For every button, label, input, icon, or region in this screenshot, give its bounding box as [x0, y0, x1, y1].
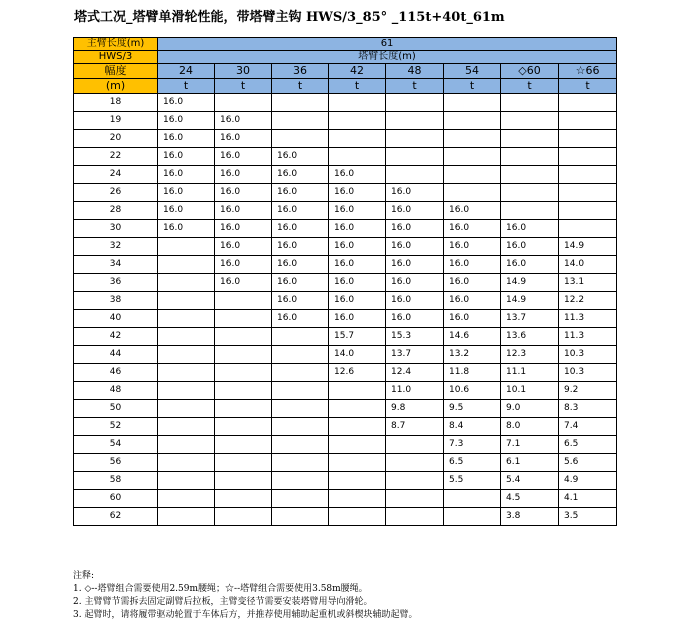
load-cell	[272, 490, 329, 508]
load-cell	[559, 220, 617, 238]
load-cell	[272, 418, 329, 436]
load-cell: 5.5	[444, 472, 501, 490]
load-cell: 12.6	[329, 364, 386, 382]
table-row	[74, 130, 617, 148]
radius-cell: 32	[74, 238, 158, 256]
radius-cell: 50	[74, 400, 158, 418]
load-cell	[158, 454, 215, 472]
load-cell: 16.0	[272, 310, 329, 328]
load-cell: 16.0	[158, 202, 215, 220]
load-cell	[158, 328, 215, 346]
load-cell: 9.2	[559, 382, 617, 400]
load-cell: 16.0	[444, 274, 501, 292]
load-cell: 16.0	[158, 112, 215, 130]
load-cell: 16.0	[272, 256, 329, 274]
load-cell	[158, 364, 215, 382]
load-cell: 3.5	[559, 508, 617, 526]
load-cell: 10.6	[444, 382, 501, 400]
load-cell: 16.0	[329, 184, 386, 202]
load-cell	[329, 454, 386, 472]
load-cell	[329, 490, 386, 508]
load-cell: 9.0	[501, 400, 559, 418]
load-cell	[158, 274, 215, 292]
load-cell	[272, 346, 329, 364]
radius-cell: 22	[74, 148, 158, 166]
table-row	[74, 346, 617, 364]
jib-length-header: 54	[444, 64, 501, 79]
load-cell: 16.0	[329, 238, 386, 256]
load-cell	[444, 130, 501, 148]
radius-cell: 42	[74, 328, 158, 346]
radius-cell: 26	[74, 184, 158, 202]
load-chart-table	[73, 37, 617, 526]
radius-cell: 28	[74, 202, 158, 220]
load-cell: 8.4	[444, 418, 501, 436]
load-cell: 10.3	[559, 364, 617, 382]
load-cell	[444, 112, 501, 130]
load-cell	[215, 328, 272, 346]
load-cell: 4.5	[501, 490, 559, 508]
load-cell	[158, 310, 215, 328]
load-cell: 8.0	[501, 418, 559, 436]
radius-cell: 40	[74, 310, 158, 328]
load-cell	[386, 166, 444, 184]
load-cell: 7.3	[444, 436, 501, 454]
load-cell	[559, 112, 617, 130]
load-cell: 15.3	[386, 328, 444, 346]
load-cell	[158, 508, 215, 526]
load-cell: 16.0	[215, 130, 272, 148]
radius-cell: 19	[74, 112, 158, 130]
load-cell: 13.7	[386, 346, 444, 364]
radius-label: 幅度	[74, 64, 158, 79]
load-cell	[444, 148, 501, 166]
load-cell	[272, 112, 329, 130]
load-cell: 16.0	[158, 166, 215, 184]
load-cell: 16.0	[215, 202, 272, 220]
load-cell: 14.0	[559, 256, 617, 274]
load-cell: 8.3	[559, 400, 617, 418]
jib-length-header: ◇60	[501, 64, 559, 79]
load-cell: 16.0	[444, 220, 501, 238]
load-cell: 16.0	[215, 112, 272, 130]
load-cell: 10.1	[501, 382, 559, 400]
load-cell: 16.0	[329, 220, 386, 238]
load-cell: 11.3	[559, 328, 617, 346]
load-cell: 16.0	[386, 202, 444, 220]
notes	[73, 570, 417, 622]
jib-length-header: 36	[272, 64, 329, 79]
load-cell: 12.2	[559, 292, 617, 310]
load-cell: 13.2	[444, 346, 501, 364]
jib-length-label: 塔臂长度(m)	[158, 51, 617, 64]
load-cell: 16.0	[215, 256, 272, 274]
load-cell: 4.9	[559, 472, 617, 490]
load-cell: 16.0	[272, 148, 329, 166]
load-cell: 16.0	[215, 274, 272, 292]
jib-length-header: ☆66	[559, 64, 617, 79]
header-row-config	[74, 51, 617, 64]
load-cell	[501, 202, 559, 220]
table-row	[74, 364, 617, 382]
load-cell: 11.8	[444, 364, 501, 382]
table-row	[74, 436, 617, 454]
load-cell	[215, 454, 272, 472]
load-cell: 14.9	[501, 292, 559, 310]
jib-length-header: 42	[329, 64, 386, 79]
radius-cell: 52	[74, 418, 158, 436]
load-unit-header: t	[386, 79, 444, 94]
load-cell	[329, 436, 386, 454]
load-cell: 16.0	[444, 202, 501, 220]
header-row-jib-lengths	[74, 64, 617, 79]
load-cell	[215, 472, 272, 490]
main-boom-value: 61	[158, 38, 617, 51]
load-cell: 16.0	[386, 292, 444, 310]
load-cell	[386, 436, 444, 454]
load-cell	[272, 454, 329, 472]
load-cell: 14.6	[444, 328, 501, 346]
load-cell: 13.6	[501, 328, 559, 346]
load-cell: 14.0	[329, 346, 386, 364]
load-cell	[272, 436, 329, 454]
load-cell	[501, 148, 559, 166]
load-cell: 16.0	[501, 238, 559, 256]
load-cell: 16.0	[272, 166, 329, 184]
load-cell: 6.5	[559, 436, 617, 454]
radius-cell: 60	[74, 490, 158, 508]
load-cell: 9.5	[444, 400, 501, 418]
load-cell	[272, 328, 329, 346]
load-cell: 16.0	[329, 310, 386, 328]
table-row	[74, 94, 617, 112]
radius-cell: 24	[74, 166, 158, 184]
load-unit-header: t	[158, 79, 215, 94]
load-cell	[559, 148, 617, 166]
load-unit-header: t	[215, 79, 272, 94]
load-cell	[215, 400, 272, 418]
load-cell	[158, 418, 215, 436]
load-cell: 16.0	[272, 274, 329, 292]
load-cell	[444, 166, 501, 184]
load-cell	[272, 400, 329, 418]
load-cell	[215, 508, 272, 526]
load-cell: 16.0	[444, 310, 501, 328]
radius-cell: 30	[74, 220, 158, 238]
load-cell	[501, 112, 559, 130]
table-row	[74, 148, 617, 166]
notes-heading: 注释:	[73, 571, 95, 581]
radius-cell: 56	[74, 454, 158, 472]
table-row	[74, 292, 617, 310]
table-row	[74, 472, 617, 490]
load-cell	[501, 166, 559, 184]
load-cell: 13.1	[559, 274, 617, 292]
load-cell	[272, 382, 329, 400]
table-row	[74, 328, 617, 346]
load-cell	[386, 454, 444, 472]
load-cell	[158, 346, 215, 364]
load-cell: 16.0	[215, 220, 272, 238]
load-cell	[559, 94, 617, 112]
load-cell: 9.8	[386, 400, 444, 418]
header-row-units	[74, 79, 617, 94]
load-cell: 16.0	[329, 256, 386, 274]
load-cell	[329, 94, 386, 112]
load-cell: 11.1	[501, 364, 559, 382]
load-cell: 16.0	[158, 148, 215, 166]
table-row	[74, 382, 617, 400]
load-cell	[329, 508, 386, 526]
load-cell: 16.0	[501, 220, 559, 238]
load-cell: 5.4	[501, 472, 559, 490]
load-cell	[272, 364, 329, 382]
table-row	[74, 508, 617, 526]
load-cell: 16.0	[444, 256, 501, 274]
table-row	[74, 238, 617, 256]
load-cell: 15.7	[329, 328, 386, 346]
load-cell: 16.0	[329, 202, 386, 220]
load-cell	[329, 148, 386, 166]
table-row	[74, 454, 617, 472]
load-cell	[158, 472, 215, 490]
table-row	[74, 400, 617, 418]
radius-cell: 62	[74, 508, 158, 526]
load-cell: 14.9	[501, 274, 559, 292]
load-cell: 8.7	[386, 418, 444, 436]
table-row	[74, 184, 617, 202]
load-cell: 16.0	[386, 184, 444, 202]
load-unit-header: t	[329, 79, 386, 94]
load-cell	[215, 436, 272, 454]
load-cell	[215, 418, 272, 436]
load-cell: 11.3	[559, 310, 617, 328]
radius-cell: 58	[74, 472, 158, 490]
load-cell	[272, 94, 329, 112]
load-cell	[215, 364, 272, 382]
load-cell	[559, 202, 617, 220]
load-cell	[158, 400, 215, 418]
load-cell	[215, 94, 272, 112]
load-cell: 16.0	[272, 292, 329, 310]
load-cell	[559, 166, 617, 184]
load-cell	[158, 238, 215, 256]
load-cell	[444, 490, 501, 508]
load-cell: 16.0	[215, 166, 272, 184]
load-cell	[386, 490, 444, 508]
load-cell: 16.0	[158, 94, 215, 112]
table-row	[74, 490, 617, 508]
radius-cell: 18	[74, 94, 158, 112]
load-cell	[386, 112, 444, 130]
radius-cell: 20	[74, 130, 158, 148]
table-row	[74, 274, 617, 292]
load-cell	[501, 130, 559, 148]
load-cell: 5.6	[559, 454, 617, 472]
table-row	[74, 220, 617, 238]
load-cell: 16.0	[329, 274, 386, 292]
load-cell	[329, 382, 386, 400]
note-item: 3. 起臂时，请将履带驱动轮置于车体后方，并推荐使用辅助起重机或斜楔块辅助起臂。	[73, 610, 418, 620]
load-cell: 6.1	[501, 454, 559, 472]
load-cell	[501, 184, 559, 202]
radius-cell: 34	[74, 256, 158, 274]
load-cell	[386, 508, 444, 526]
load-cell: 16.0	[215, 238, 272, 256]
load-cell: 16.0	[501, 256, 559, 274]
load-cell	[272, 508, 329, 526]
load-cell	[329, 472, 386, 490]
load-cell: 12.4	[386, 364, 444, 382]
load-cell	[272, 472, 329, 490]
table-row	[74, 202, 617, 220]
load-cell	[158, 436, 215, 454]
radius-cell: 38	[74, 292, 158, 310]
jib-length-header: 24	[158, 64, 215, 79]
radius-cell: 54	[74, 436, 158, 454]
load-cell	[158, 382, 215, 400]
note-item: 1. ◇--塔臂组合需要使用2.59m腰绳；☆--塔臂组合需要使用3.58m腰绳。	[73, 584, 368, 594]
load-unit-header: t	[501, 79, 559, 94]
load-cell: 16.0	[329, 166, 386, 184]
table-row	[74, 310, 617, 328]
load-cell	[559, 184, 617, 202]
note-item: 2. 主臂臂节需拆去固定副臂后拉板，主臂变径节需要安装塔臂用导向滑轮。	[73, 597, 373, 607]
table-row	[74, 112, 617, 130]
load-cell: 16.0	[386, 256, 444, 274]
load-cell: 16.0	[386, 220, 444, 238]
load-cell: 13.7	[501, 310, 559, 328]
load-cell: 16.0	[329, 292, 386, 310]
load-cell: 16.0	[158, 220, 215, 238]
jib-length-header: 48	[386, 64, 444, 79]
load-cell: 6.5	[444, 454, 501, 472]
config-label: HWS/3	[74, 51, 158, 64]
load-cell: 16.0	[386, 238, 444, 256]
load-cell	[501, 94, 559, 112]
load-cell	[329, 130, 386, 148]
load-unit-header: t	[272, 79, 329, 94]
load-cell: 16.0	[386, 274, 444, 292]
load-cell	[386, 130, 444, 148]
table-row	[74, 418, 617, 436]
table-row	[74, 256, 617, 274]
load-cell: 10.3	[559, 346, 617, 364]
load-cell	[444, 94, 501, 112]
load-cell	[215, 346, 272, 364]
load-cell	[329, 112, 386, 130]
load-cell: 16.0	[444, 238, 501, 256]
load-cell: 3.8	[501, 508, 559, 526]
load-cell	[329, 418, 386, 436]
load-cell: 12.3	[501, 346, 559, 364]
load-cell: 7.1	[501, 436, 559, 454]
load-cell: 16.0	[386, 310, 444, 328]
load-cell	[215, 490, 272, 508]
load-cell: 11.0	[386, 382, 444, 400]
radius-cell: 48	[74, 382, 158, 400]
load-cell	[386, 94, 444, 112]
radius-cell: 46	[74, 364, 158, 382]
load-cell: 16.0	[215, 184, 272, 202]
load-cell: 16.0	[272, 238, 329, 256]
load-cell: 4.1	[559, 490, 617, 508]
load-cell	[386, 472, 444, 490]
load-cell	[386, 148, 444, 166]
load-cell: 16.0	[158, 184, 215, 202]
load-cell	[272, 130, 329, 148]
header-row-main-boom	[74, 38, 617, 51]
jib-length-header: 30	[215, 64, 272, 79]
load-cell	[215, 292, 272, 310]
load-cell	[215, 310, 272, 328]
table-row	[74, 166, 617, 184]
load-cell: 16.0	[272, 184, 329, 202]
load-cell: 16.0	[272, 220, 329, 238]
radius-cell: 44	[74, 346, 158, 364]
load-cell: 14.9	[559, 238, 617, 256]
load-cell	[329, 400, 386, 418]
load-unit-header: t	[444, 79, 501, 94]
load-cell: 7.4	[559, 418, 617, 436]
main-boom-label: 主臂长度(m)	[74, 38, 158, 51]
load-cell	[158, 490, 215, 508]
load-cell	[158, 256, 215, 274]
load-cell	[444, 508, 501, 526]
load-cell: 16.0	[272, 202, 329, 220]
load-cell: 16.0	[444, 292, 501, 310]
load-unit-header: t	[559, 79, 617, 94]
load-cell	[158, 292, 215, 310]
radius-cell: 36	[74, 274, 158, 292]
radius-unit: (m)	[74, 79, 158, 94]
load-cell	[215, 382, 272, 400]
load-cell	[559, 130, 617, 148]
page-title: 塔式工况_塔臂单滑轮性能，带塔臂主钩 HWS/3_85° _115t+40t_61m	[74, 10, 505, 25]
load-cell: 16.0	[158, 130, 215, 148]
load-cell	[444, 184, 501, 202]
load-cell: 16.0	[215, 148, 272, 166]
